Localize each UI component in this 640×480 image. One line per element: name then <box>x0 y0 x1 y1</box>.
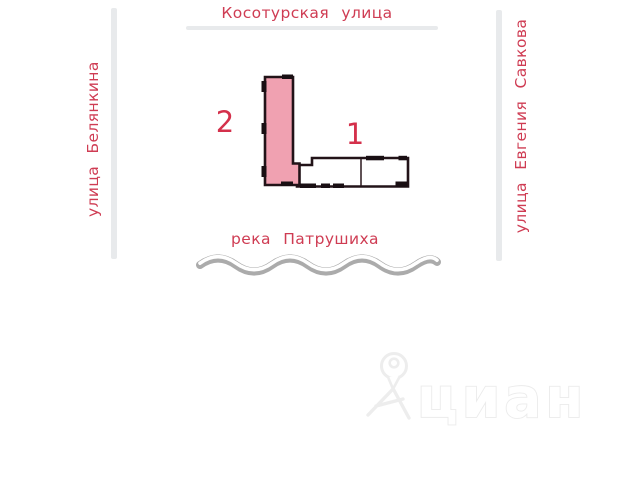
cian-pin-icon <box>368 354 409 419</box>
building-section-1-number[interactable]: 1 <box>345 117 365 151</box>
building-section-2-shape[interactable] <box>265 77 300 185</box>
street-label-top: Косотурская улица <box>221 4 393 22</box>
watermark-text: циан <box>417 366 588 430</box>
river-wave <box>200 257 437 272</box>
street-label-left: улица Белянкина <box>84 61 102 217</box>
street-label-right: улица Евгения Савкова <box>512 18 530 234</box>
building-section-1-shape[interactable] <box>297 158 408 187</box>
cian-watermark <box>368 354 587 431</box>
building-section-2-number[interactable]: 2 <box>215 105 235 139</box>
river-label: река Патрушиха <box>231 230 379 248</box>
